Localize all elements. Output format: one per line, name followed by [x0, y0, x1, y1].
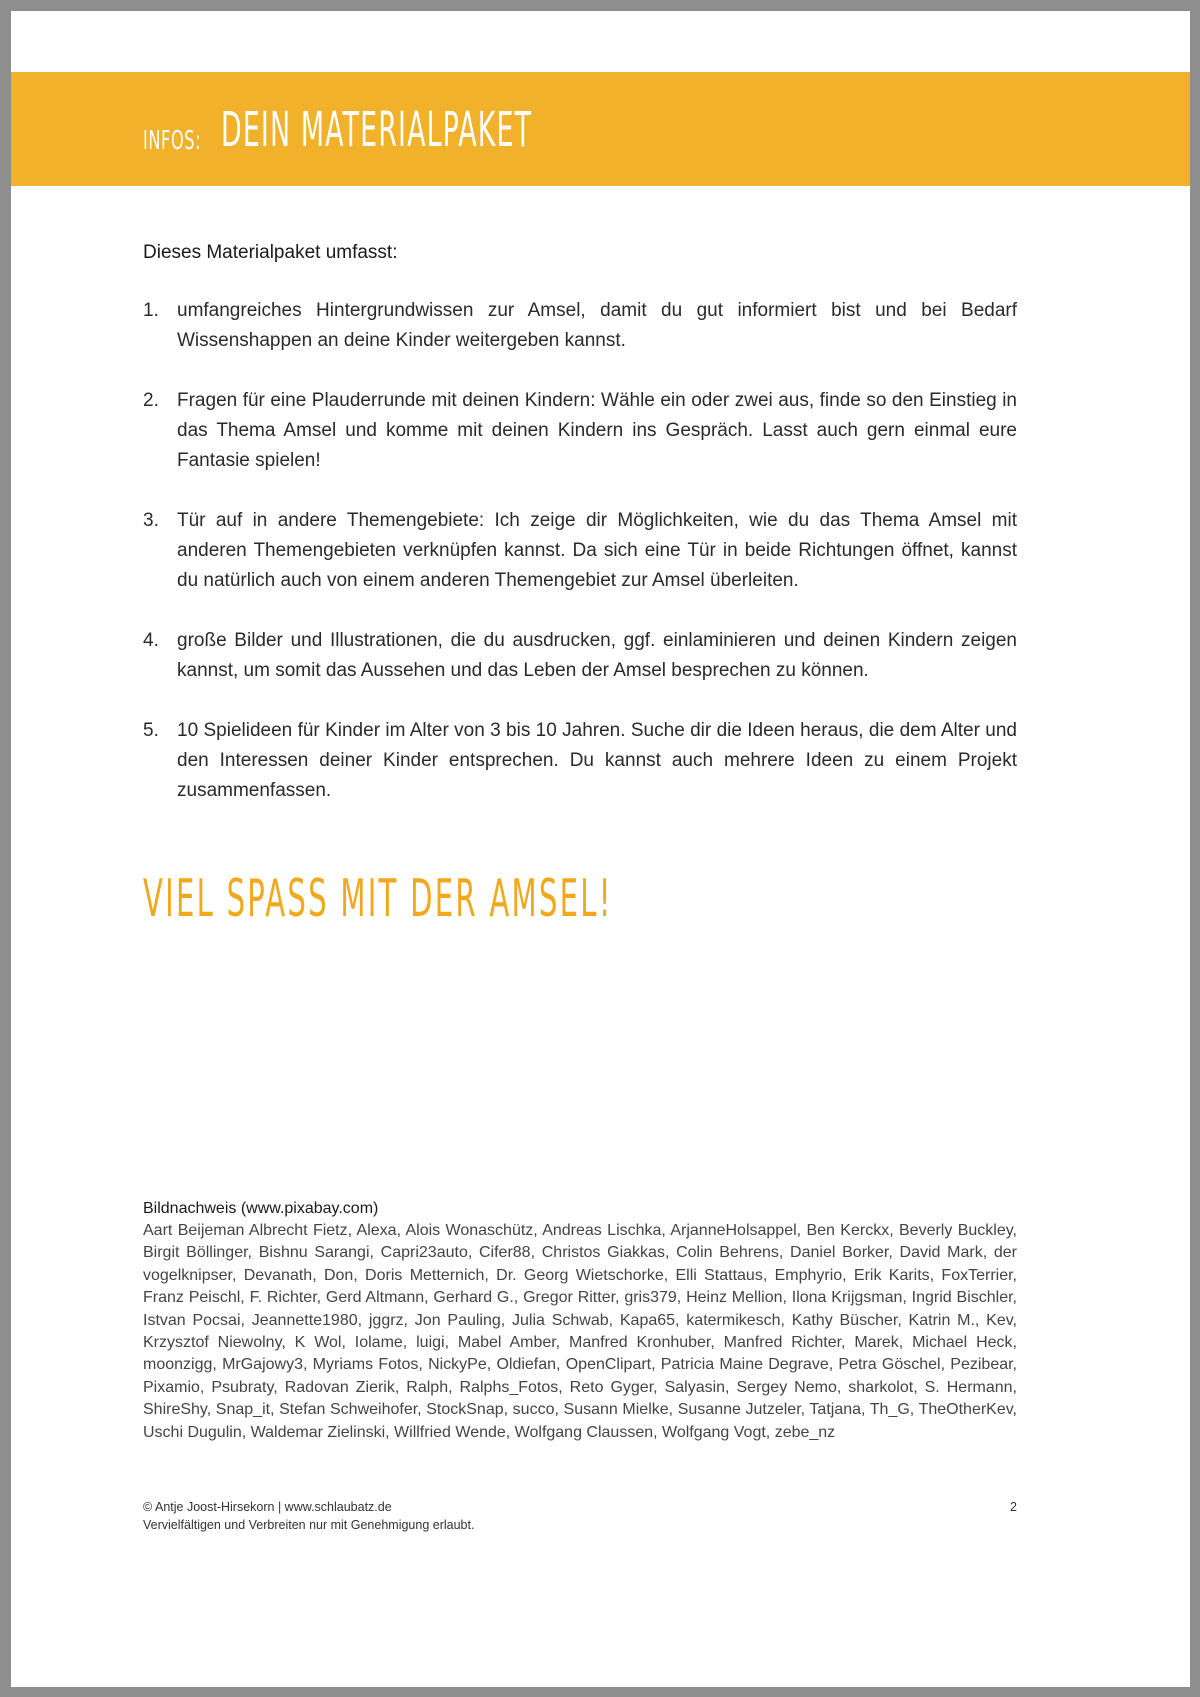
list-item	[143, 626, 1017, 686]
intro-text: Dieses Materialpaket umfasst:	[143, 242, 398, 263]
list-item-text: umfangreiches Hintergrundwissen zur Amsel, damit du gut informiert bist und bei Bedarf Wissenshappen an deine Kinder weitergeben kannst.	[177, 300, 1017, 351]
header-banner	[11, 72, 1190, 186]
list-item	[143, 296, 1017, 356]
closing-headline: VIEL SPASS MIT DER AMSEL!	[143, 869, 613, 929]
content-list	[143, 296, 1017, 836]
page-title-main: DEIN MATERIALPAKET	[221, 102, 533, 158]
image-credits-title: Bildnachweis (www.pixabay.com)	[143, 1200, 379, 1217]
footer-notice: Vervielfältigen und Verbreiten nur mit Genehmigung erlaubt.	[143, 1518, 475, 1532]
list-item-number: 1.	[143, 300, 159, 321]
page-title-prefix: INFOS:	[143, 126, 202, 156]
footer-copyright: © Antje Joost-Hirsekorn | www.schlaubatz.de	[143, 1500, 392, 1514]
list-item-text: große Bilder und Illustrationen, die du ausdrucken, ggf. einlaminieren und deinen Kindern zeigen kannst, um somit das Aussehen und das Leben der Amsel besprechen zu können.	[177, 630, 1017, 681]
list-item-number: 3.	[143, 510, 159, 531]
list-item-text: Tür auf in andere Themengebiete: Ich zeige dir Möglichkeiten, wie du das Thema Amsel mit anderen Themengebieten verknüpfen kannst. Da sich eine Tür in beide Richtungen öffnet, kannst du natürlich auch von einem anderen Themengebiet zur Amsel überleiten.	[177, 510, 1017, 591]
image-credits	[143, 1198, 1017, 1444]
list-item	[143, 716, 1017, 806]
list-item-text: Fragen für eine Plauderrunde mit deinen Kindern: Wähle ein oder zwei aus, finde so den Einstieg in das Thema Amsel und komme mit deinen Kindern ins Gespräch. Lasst auch gern einmal eure Fantasie spielen!	[177, 390, 1017, 471]
document-page	[11, 11, 1190, 1687]
list-item	[143, 506, 1017, 596]
list-item-number: 5.	[143, 720, 159, 741]
list-item-text: 10 Spielideen für Kinder im Alter von 3 bis 10 Jahren. Suche dir die Ideen heraus, die dem Alter und den Interessen deiner Kinder entsprechen. Du kannst auch mehrere Ideen zu einem Projekt zusammenfassen.	[177, 720, 1017, 801]
page-footer	[143, 1498, 1017, 1534]
page-title	[143, 102, 777, 158]
list-item	[143, 386, 1017, 476]
list-item-number: 4.	[143, 630, 159, 651]
page-number: 2	[1010, 1500, 1017, 1514]
list-item-number: 2.	[143, 390, 159, 411]
image-credits-text: Aart Beijeman Albrecht Fietz, Alexa, Alois Wonaschütz, Andreas Lischka, ArjanneHolsappel, Ben Kerckx, Beverly Buckley, Birgit Böllinger, Bishnu Sarangi, Capri23auto, Cifer88, Christos Giakkas, Colin Behrens, Daniel Borker, David Mark, der vogelknipser, Devanath, Don, Doris Metternich, Dr. Georg Wietschorke, Elli Stattaus, Emphyrio, Erik Karits, FoxTerrier, Franz Peischl, F. Richter, Gerd Altmann, Gerhard G., Gregor Ritter, gris379, Heinz Mellion, Ilona Krijgsman, Ingrid Bischler, Istvan Pocsai, Jeannette1980, jggrz, Jon Pauling, Julia Schwab, Kapa65, katermikesch, Kathy Büscher, Katrin M., Kev, Krzysztof Niewolny, K Wol, Iolame, luigi, Mabel Amber, Manfred Kronhuber, Manfred Richter, Marek, Michael Heck, moonzigg, MrGajowy3, Myriams Fotos, NickyPe, Oldiefan, OpenClipart, Patricia Maine Degrave, Petra Göschel, Pezibear, Pixamio, Psubraty, Radovan Zierik, Ralph, Ralphs_Fotos, Reto Gyger, Salyasin, Sergey Nemo, sharkolot, S. Hermann, ShireShy, Snap_it, Stefan Schweihofer, StockSnap, succo, Susann Mielke, Susanne Jutzeler, Tatjana, Th_G, TheOtherKev, Uschi Dugulin, Waldemar Zielinski, Willfried Wende, Wolfgang Claussen, Wolfgang Vogt, zebe_nz	[143, 1222, 1017, 1441]
